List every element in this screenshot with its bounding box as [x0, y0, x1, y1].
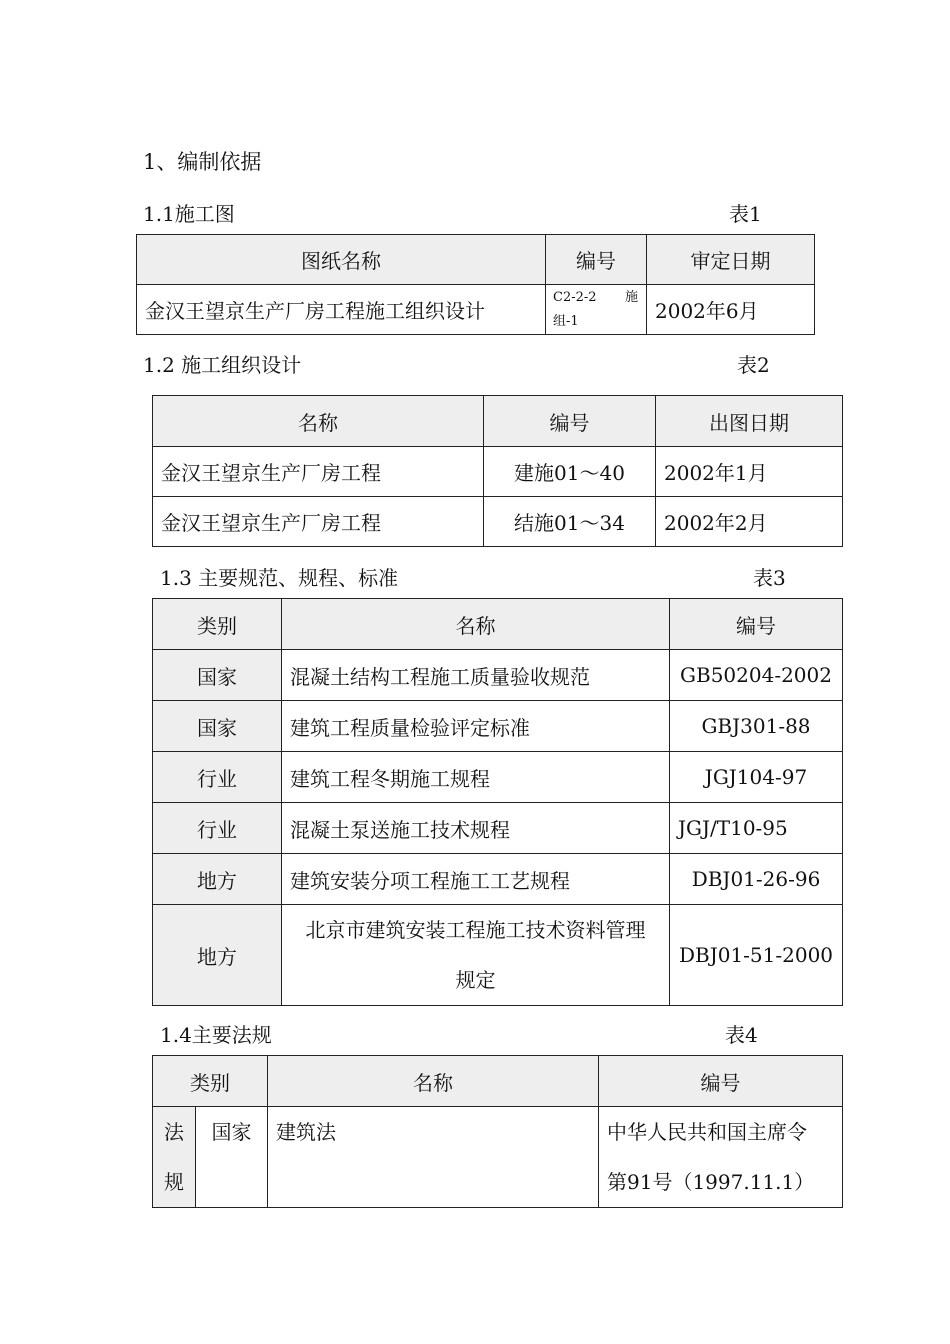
table2-cell-name: 金汉王望京生产厂房工程 — [153, 497, 484, 547]
table3-cell-code: DBJ01-51-2000 — [670, 905, 843, 1006]
table2-header-name: 名称 — [153, 396, 484, 447]
table3-header-code: 编号 — [670, 599, 843, 650]
table4-cell-category-main: 法 规 — [153, 1107, 196, 1208]
table4-caption: 1.4主要法规 — [160, 1023, 272, 1047]
table1-cell-date: 2002年6月 — [647, 285, 815, 335]
table3-cell-category: 行业 — [153, 803, 282, 854]
table3-cell-code: DBJ01-26-96 — [670, 854, 843, 905]
table1 — [136, 234, 815, 335]
table3-cell-name: 建筑工程质量检验评定标准 — [282, 701, 670, 752]
table4-header-category: 类别 — [153, 1056, 268, 1107]
table2-cell-date: 2002年1月 — [656, 447, 843, 497]
table3-cell-category: 行业 — [153, 752, 282, 803]
table4-cell-code: 中华人民共和国主席令 第91号（1997.11.1） — [599, 1107, 843, 1208]
table2-label: 表2 — [737, 353, 770, 377]
table3-cell-name: 混凝土泵送施工技术规程 — [282, 803, 670, 854]
table3-cell-category: 地方 — [153, 905, 282, 1006]
table3 — [152, 598, 843, 1006]
table1-label: 表1 — [729, 202, 762, 226]
table2-header-code: 编号 — [484, 396, 656, 447]
table3-cell-code: GB50204-2002 — [670, 650, 843, 701]
table3-label: 表3 — [753, 566, 786, 590]
table1-header-name: 图纸名称 — [137, 235, 546, 285]
table3-cell-category: 国家 — [153, 701, 282, 752]
table4-header-code: 编号 — [599, 1056, 843, 1107]
table3-cell-code: JGJ104-97 — [670, 752, 843, 803]
table4-header-name: 名称 — [268, 1056, 599, 1107]
table3-cell-name: 建筑安装分项工程施工工艺规程 — [282, 854, 670, 905]
table3-header-category: 类别 — [153, 599, 282, 650]
table4-cell-category-sub: 国家 — [196, 1107, 268, 1208]
table-row — [153, 905, 843, 1006]
table1-cell-code: C2-2-2 施 组-1 — [546, 285, 647, 335]
table4-label: 表4 — [725, 1023, 758, 1047]
table1-cell-name: 金汉王望京生产厂房工程施工组织设计 — [137, 285, 546, 335]
table3-cell-code: GBJ301-88 — [670, 701, 843, 752]
table3-cell-name: 混凝土结构工程施工质量验收规范 — [282, 650, 670, 701]
table-row — [153, 854, 843, 905]
table-row — [153, 497, 843, 547]
table-row — [153, 701, 843, 752]
table4-cell-name: 建筑法 — [268, 1107, 599, 1208]
section-title: 1、编制依据 — [143, 150, 262, 174]
table3-caption: 1.3 主要规范、规程、标准 — [160, 566, 399, 590]
table-row — [153, 803, 843, 854]
table2-header-date: 出图日期 — [656, 396, 843, 447]
table2-cell-code: 建施01～40 — [484, 447, 656, 497]
table2 — [152, 395, 843, 547]
table1-caption: 1.1施工图 — [143, 202, 235, 226]
table3-header-name: 名称 — [282, 599, 670, 650]
table3-cell-name: 北京市建筑安装工程施工技术资料管理 规定 — [282, 905, 670, 1006]
table-row — [153, 650, 843, 701]
table1-header-date: 审定日期 — [647, 235, 815, 285]
table3-cell-category: 国家 — [153, 650, 282, 701]
table-row — [153, 447, 843, 497]
table1-header-code: 编号 — [546, 235, 647, 285]
table2-cell-name: 金汉王望京生产厂房工程 — [153, 447, 484, 497]
table3-cell-name: 建筑工程冬期施工规程 — [282, 752, 670, 803]
table2-cell-date: 2002年2月 — [656, 497, 843, 547]
table3-cell-code: JGJ/T10-95 — [670, 803, 843, 854]
table2-cell-code: 结施01～34 — [484, 497, 656, 547]
table4 — [152, 1055, 843, 1208]
table3-cell-category: 地方 — [153, 854, 282, 905]
table-row — [153, 1107, 843, 1208]
table-row — [153, 752, 843, 803]
table2-caption: 1.2 施工组织设计 — [143, 353, 302, 377]
